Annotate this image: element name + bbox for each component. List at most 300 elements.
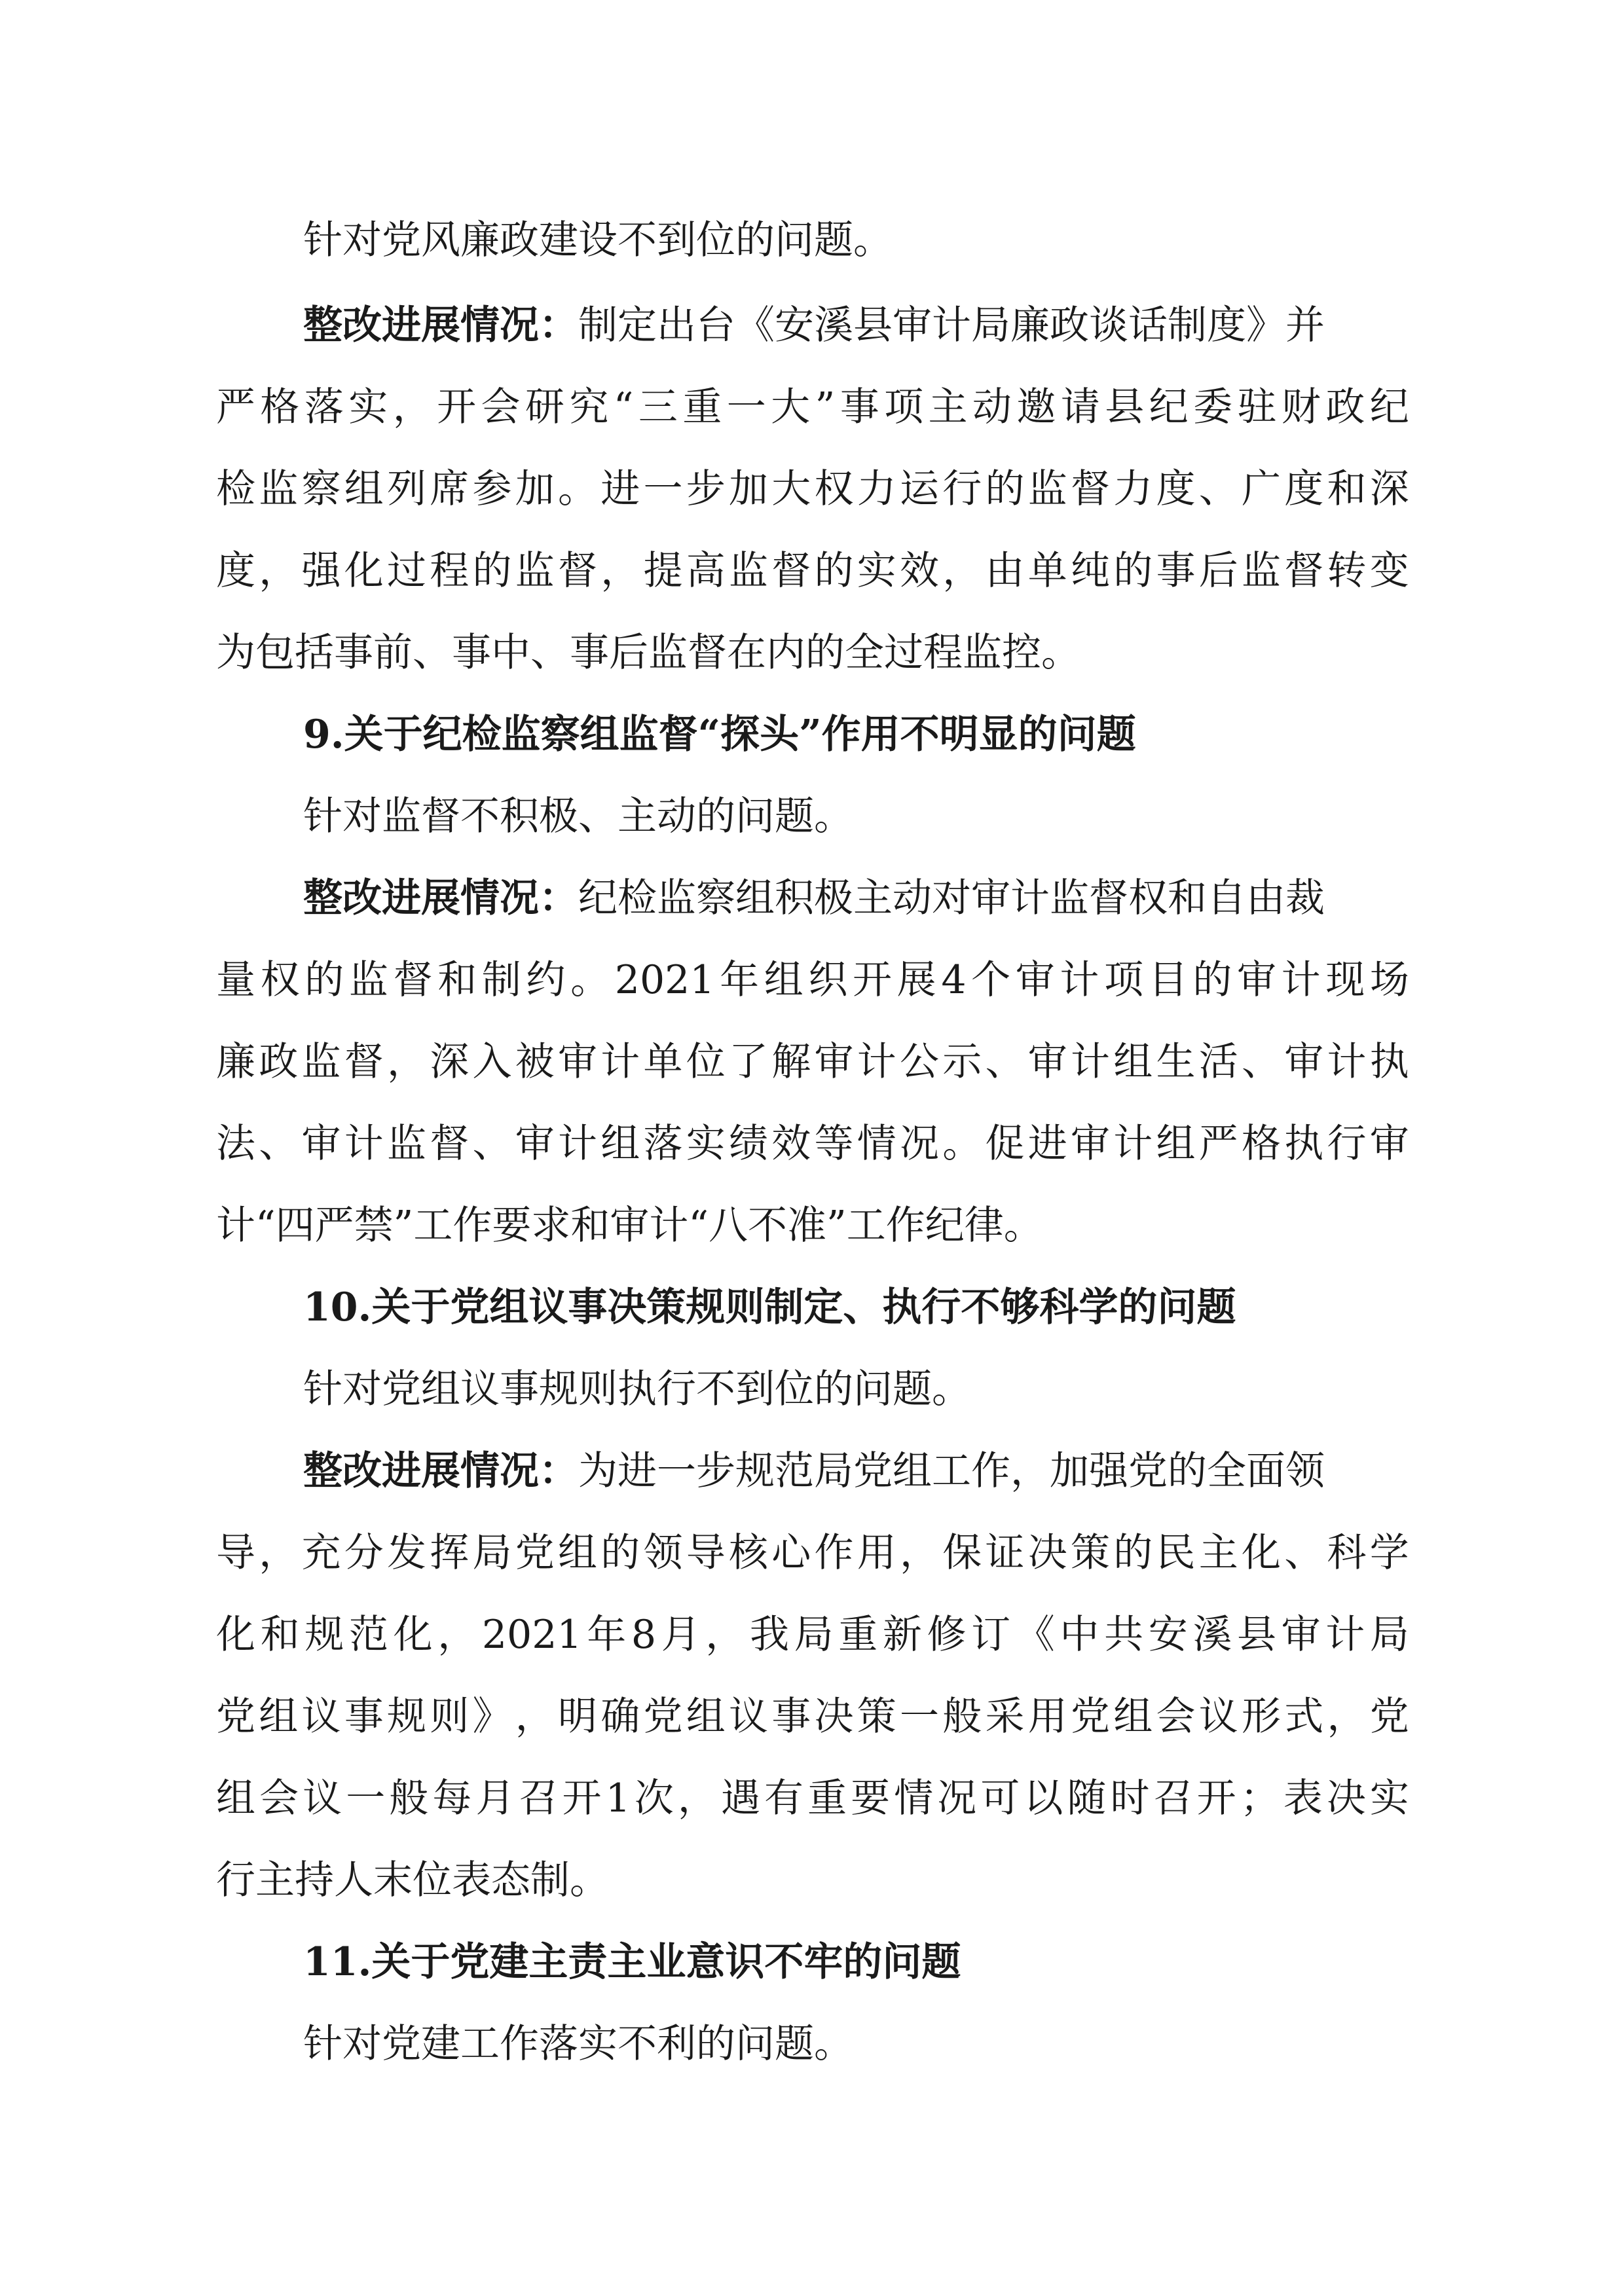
line-glyph: 步 bbox=[686, 466, 726, 512]
line-glyph: 》 bbox=[472, 1694, 512, 1740]
line-glyph: 组 bbox=[686, 1694, 726, 1740]
line-glyph: 8 bbox=[631, 1612, 657, 1658]
line-glyph: 般 bbox=[942, 1694, 982, 1740]
line-glyph: 况 bbox=[937, 1776, 977, 1821]
line-glyph: 政 bbox=[1325, 384, 1365, 430]
line-glyph: ， bbox=[259, 548, 299, 594]
line-glyph: 等 bbox=[814, 1121, 854, 1167]
line-glyph: 公 bbox=[900, 1039, 939, 1085]
line-glyph: 议 bbox=[1198, 1694, 1238, 1740]
line-glyph: ， bbox=[392, 384, 432, 430]
line-glyph: 严 bbox=[1198, 1121, 1238, 1167]
line-glyph: 格 bbox=[1242, 1121, 1281, 1167]
line-glyph: 、 bbox=[1284, 1530, 1324, 1576]
line-glyph: 高 bbox=[686, 548, 726, 594]
line-glyph: 监 bbox=[1027, 466, 1067, 512]
line-glyph: 的 bbox=[1113, 1530, 1153, 1576]
line-glyph: 审 bbox=[515, 1121, 555, 1167]
line-glyph: 由 bbox=[985, 548, 1025, 594]
line-glyph: 察 bbox=[301, 466, 341, 512]
line-text: 制定出台《安溪县审计局廉政谈话制度》并 bbox=[578, 302, 1325, 348]
line-glyph: 式 bbox=[1284, 1694, 1324, 1740]
line-glyph: 严 bbox=[216, 384, 255, 430]
line-glyph: 重 bbox=[807, 1776, 847, 1821]
line-glyph: 行 bbox=[1327, 1121, 1367, 1167]
line-glyph: 党 bbox=[1369, 1694, 1409, 1740]
line-glyph: 位 bbox=[686, 1039, 726, 1085]
line-glyph: 心 bbox=[771, 1530, 811, 1576]
line-glyph: 力 bbox=[1113, 466, 1153, 512]
line-glyph: “ bbox=[613, 384, 634, 430]
paragraph-line bbox=[216, 1021, 1409, 1103]
line-glyph: 每 bbox=[432, 1776, 472, 1821]
section-heading bbox=[303, 694, 1136, 776]
line-glyph: 新 bbox=[882, 1612, 922, 1658]
line-glyph: 重 bbox=[838, 1612, 878, 1658]
line-glyph: 充 bbox=[301, 1530, 341, 1576]
line-glyph: 议 bbox=[301, 1694, 341, 1740]
heading-text: 11.关于党建主责主业意识不牢的问题 bbox=[303, 1939, 961, 1985]
section-heading bbox=[303, 1922, 961, 2003]
line-glyph: 我 bbox=[749, 1612, 789, 1658]
line-glyph: 被 bbox=[515, 1039, 555, 1085]
line-glyph: 加 bbox=[515, 466, 555, 512]
line-glyph: 事 bbox=[344, 1694, 384, 1740]
line-glyph: 4 bbox=[941, 957, 967, 1003]
line-glyph: 化 bbox=[344, 548, 384, 594]
heading-text: 9.关于纪检监察组监督“探头”作用不明显的问题 bbox=[303, 712, 1136, 757]
line-glyph: 会 bbox=[481, 384, 521, 430]
line-glyph: 重 bbox=[682, 384, 722, 430]
line-glyph: 监 bbox=[387, 1121, 426, 1167]
line-glyph: 情 bbox=[894, 1776, 934, 1821]
section-heading bbox=[303, 1267, 1236, 1349]
line-glyph: ， bbox=[677, 1776, 717, 1821]
line-glyph: 组 bbox=[1113, 1039, 1153, 1085]
line-glyph: 党 bbox=[643, 1694, 683, 1740]
paragraph-line bbox=[216, 612, 1080, 694]
line-glyph: 度 bbox=[216, 548, 255, 594]
line-glyph: 项 bbox=[1104, 957, 1144, 1003]
line-glyph: 核 bbox=[729, 1530, 768, 1576]
line-glyph: 示 bbox=[942, 1039, 982, 1085]
line-glyph: 财 bbox=[1281, 384, 1321, 430]
line-glyph: 议 bbox=[729, 1694, 768, 1740]
line-glyph: 提 bbox=[643, 548, 683, 594]
line-glyph: 监 bbox=[1242, 548, 1281, 594]
line-glyph: 席 bbox=[430, 466, 470, 512]
line-glyph: 用 bbox=[857, 1530, 896, 1576]
line-glyph: ， bbox=[387, 1039, 426, 1085]
line-glyph: 研 bbox=[525, 384, 564, 430]
line-glyph: 、 bbox=[1242, 1039, 1281, 1085]
line-glyph: 县 bbox=[1236, 1612, 1276, 1658]
line-glyph: 大 bbox=[771, 384, 811, 430]
line-glyph: 。 bbox=[570, 957, 610, 1003]
line-glyph: 督 bbox=[1071, 466, 1110, 512]
line-glyph: 加 bbox=[729, 466, 768, 512]
line-glyph: 实 bbox=[857, 548, 896, 594]
line-glyph: 转 bbox=[1327, 548, 1367, 594]
line-glyph: 主 bbox=[928, 384, 968, 430]
line-glyph: 组 bbox=[344, 466, 384, 512]
line-glyph: 效 bbox=[771, 1121, 811, 1167]
line-text: 为进一步规范局党组工作，加强党的全面领 bbox=[578, 1448, 1325, 1494]
paragraph-line bbox=[216, 1758, 1409, 1840]
line-glyph: 审 bbox=[1236, 957, 1276, 1003]
paragraph-line bbox=[216, 1185, 1043, 1267]
line-glyph: ， bbox=[1327, 1694, 1367, 1740]
line-glyph: 格 bbox=[260, 384, 300, 430]
line-glyph: 采 bbox=[985, 1694, 1025, 1740]
line-glyph: 2021 bbox=[614, 957, 715, 1003]
progress-label: 整改进展情况： bbox=[303, 302, 578, 348]
line-glyph: 审 bbox=[1071, 1121, 1110, 1167]
line-glyph: 。 bbox=[942, 1121, 982, 1167]
line-glyph: 监 bbox=[348, 957, 388, 1003]
line-glyph: 督 bbox=[393, 957, 433, 1003]
line-glyph: 实 bbox=[1369, 1776, 1409, 1821]
line-glyph: 权 bbox=[814, 466, 854, 512]
line-glyph: 月 bbox=[661, 1612, 701, 1658]
paragraph-line bbox=[303, 200, 893, 282]
line-glyph: 决 bbox=[1027, 1530, 1067, 1576]
line-glyph: 的 bbox=[985, 466, 1025, 512]
line-glyph: 纪 bbox=[1369, 384, 1409, 430]
line-glyph: 局 bbox=[472, 1530, 512, 1576]
line-glyph: 法 bbox=[216, 1121, 255, 1167]
line-glyph: 组 bbox=[764, 957, 803, 1003]
line-glyph: 列 bbox=[387, 466, 426, 512]
line-glyph: 开 bbox=[853, 957, 893, 1003]
line-glyph: 绩 bbox=[729, 1121, 768, 1167]
line-glyph: 规 bbox=[387, 1694, 426, 1740]
line-glyph: 督 bbox=[558, 548, 597, 594]
line-glyph: 审 bbox=[1284, 1039, 1324, 1085]
line-glyph: 主 bbox=[1198, 1530, 1238, 1576]
line-glyph: 计 bbox=[600, 1039, 640, 1085]
line-glyph: 廉 bbox=[216, 1039, 255, 1085]
line-glyph: 形 bbox=[1242, 1694, 1281, 1740]
line-glyph: 行 bbox=[942, 466, 982, 512]
paragraph-line bbox=[216, 448, 1409, 530]
line-glyph: 年 bbox=[587, 1612, 627, 1658]
line-glyph: 组 bbox=[600, 1121, 640, 1167]
line-glyph: 要 bbox=[851, 1776, 891, 1821]
paragraph-line bbox=[216, 1512, 1409, 1594]
line-glyph: 明 bbox=[558, 1694, 597, 1740]
line-glyph: 审 bbox=[1015, 957, 1055, 1003]
line-glyph: 会 bbox=[259, 1776, 299, 1821]
line-glyph: 遇 bbox=[720, 1776, 760, 1821]
line-glyph: 的 bbox=[1113, 548, 1153, 594]
line-glyph: 化 bbox=[216, 1612, 255, 1658]
line-glyph: 一 bbox=[643, 466, 683, 512]
paragraph-line bbox=[303, 285, 1409, 367]
paragraph-line bbox=[216, 1840, 609, 1922]
paragraph-line bbox=[303, 2003, 853, 2085]
line-glyph: 随 bbox=[1067, 1776, 1107, 1821]
line-glyph: 进 bbox=[600, 466, 640, 512]
line-glyph: 保 bbox=[942, 1530, 982, 1576]
line-glyph: 计 bbox=[1113, 1121, 1153, 1167]
line-glyph: 2021 bbox=[481, 1612, 582, 1658]
line-glyph: 纪 bbox=[1149, 384, 1189, 430]
line-glyph: 执 bbox=[1284, 1121, 1324, 1167]
line-glyph: ， bbox=[259, 1530, 299, 1576]
line-glyph: 邀 bbox=[1016, 384, 1056, 430]
line-glyph: 。 bbox=[558, 466, 597, 512]
line-glyph: ， bbox=[437, 1612, 477, 1658]
paragraph-line bbox=[216, 939, 1409, 1021]
line-glyph: 和 bbox=[437, 957, 477, 1003]
line-glyph: 展 bbox=[896, 957, 936, 1003]
line-text: 针对党建工作落实不利的问题。 bbox=[303, 2021, 853, 2067]
line-glyph: 检 bbox=[216, 466, 255, 512]
line-glyph: 计 bbox=[1325, 1612, 1365, 1658]
line-glyph: 组 bbox=[1113, 1694, 1153, 1740]
line-glyph: 个 bbox=[971, 957, 1011, 1003]
line-glyph: 召 bbox=[519, 1776, 559, 1821]
line-glyph: 力 bbox=[857, 466, 896, 512]
line-glyph: 计 bbox=[857, 1039, 896, 1085]
line-glyph: 表 bbox=[1283, 1776, 1323, 1821]
line-text: 为包括事前、事中、事后监督在内的全过程监控。 bbox=[216, 630, 1080, 676]
paragraph-line bbox=[303, 1430, 1409, 1512]
line-glyph: 深 bbox=[430, 1039, 470, 1085]
line-glyph: 事 bbox=[1156, 548, 1196, 594]
line-glyph: 的 bbox=[1192, 957, 1232, 1003]
line-text: 针对党风廉政建设不到位的问题。 bbox=[303, 217, 893, 263]
line-glyph: 订 bbox=[971, 1612, 1011, 1658]
paragraph-line bbox=[216, 367, 1409, 448]
line-glyph: 单 bbox=[643, 1039, 683, 1085]
line-glyph: 委 bbox=[1193, 384, 1233, 430]
line-glyph: 审 bbox=[1281, 1612, 1321, 1658]
line-glyph: 政 bbox=[259, 1039, 299, 1085]
line-glyph: 溪 bbox=[1192, 1612, 1232, 1658]
line-glyph: 解 bbox=[771, 1039, 811, 1085]
line-glyph: ， bbox=[515, 1694, 555, 1740]
line-glyph: 决 bbox=[1326, 1776, 1366, 1821]
line-glyph: 参 bbox=[472, 466, 512, 512]
line-glyph: 约 bbox=[526, 957, 566, 1003]
line-glyph: 局 bbox=[1369, 1612, 1409, 1658]
line-glyph: 共 bbox=[1104, 1612, 1144, 1658]
line-glyph: 议 bbox=[303, 1776, 342, 1821]
line-glyph: 有 bbox=[764, 1776, 803, 1821]
line-glyph: 和 bbox=[1327, 466, 1367, 512]
line-glyph: 监 bbox=[729, 548, 768, 594]
line-glyph: ， bbox=[600, 548, 640, 594]
line-glyph: 分 bbox=[344, 1530, 384, 1576]
line-glyph: 况 bbox=[900, 1121, 939, 1167]
line-glyph: 导 bbox=[686, 1530, 726, 1576]
line-glyph: 实 bbox=[686, 1121, 726, 1167]
paragraph-line bbox=[303, 858, 1409, 939]
line-glyph: 究 bbox=[569, 384, 609, 430]
line-glyph: 量 bbox=[216, 957, 255, 1003]
line-glyph: ， bbox=[942, 548, 982, 594]
line-glyph: 、 bbox=[259, 1121, 299, 1167]
line-glyph: 权 bbox=[260, 957, 300, 1003]
line-glyph: 审 bbox=[558, 1039, 597, 1085]
line-glyph: 三 bbox=[638, 384, 678, 430]
line-glyph: 计 bbox=[1281, 957, 1321, 1003]
line-glyph: 策 bbox=[857, 1694, 896, 1740]
line-glyph: 动 bbox=[972, 384, 1012, 430]
line-glyph: 安 bbox=[1148, 1612, 1188, 1658]
line-glyph: 的 bbox=[472, 548, 512, 594]
line-glyph: 监 bbox=[259, 466, 299, 512]
line-glyph: 中 bbox=[1060, 1612, 1099, 1658]
line-glyph: 、 bbox=[472, 1121, 512, 1167]
line-glyph: 的 bbox=[814, 548, 854, 594]
progress-label: 整改进展情况： bbox=[303, 1448, 578, 1494]
line-glyph: 的 bbox=[600, 1530, 640, 1576]
line-glyph: 监 bbox=[301, 1039, 341, 1085]
line-glyph: 、 bbox=[1198, 466, 1238, 512]
line-glyph: ， bbox=[900, 1530, 939, 1576]
line-glyph: 党 bbox=[1071, 1694, 1110, 1740]
line-glyph: 开 bbox=[437, 384, 477, 430]
line-text: 行主持人末位表态制。 bbox=[216, 1857, 609, 1903]
line-glyph: 督 bbox=[771, 548, 811, 594]
paragraph-line bbox=[303, 776, 853, 858]
line-glyph: 情 bbox=[857, 1121, 896, 1167]
line-glyph: 开 bbox=[562, 1776, 602, 1821]
line-glyph: 学 bbox=[1369, 1530, 1409, 1576]
line-glyph: 领 bbox=[643, 1530, 683, 1576]
line-glyph: 促 bbox=[985, 1121, 1025, 1167]
line-glyph: 范 bbox=[348, 1612, 388, 1658]
line-glyph: 组 bbox=[558, 1530, 597, 1576]
line-glyph: 事 bbox=[840, 384, 879, 430]
line-glyph: 落 bbox=[304, 384, 344, 430]
line-glyph: 督 bbox=[344, 1039, 384, 1085]
line-glyph: 作 bbox=[814, 1530, 854, 1576]
line-glyph: 纯 bbox=[1071, 548, 1110, 594]
line-glyph: 《 bbox=[1015, 1612, 1055, 1658]
line-glyph: 大 bbox=[771, 466, 811, 512]
line-glyph: 、 bbox=[985, 1039, 1025, 1085]
line-glyph: 强 bbox=[301, 548, 341, 594]
line-text: 针对监督不积极、主动的问题。 bbox=[303, 793, 853, 839]
line-glyph: 导 bbox=[216, 1530, 255, 1576]
line-glyph: 党 bbox=[216, 1694, 255, 1740]
line-glyph: 执 bbox=[1369, 1039, 1409, 1085]
line-glyph: 运 bbox=[900, 466, 939, 512]
line-glyph: 时 bbox=[1110, 1776, 1150, 1821]
line-glyph: 现 bbox=[1325, 957, 1365, 1003]
line-glyph: 计 bbox=[1071, 1039, 1110, 1085]
line-glyph: 科 bbox=[1327, 1530, 1367, 1576]
line-glyph: 入 bbox=[472, 1039, 512, 1085]
line-glyph: 项 bbox=[884, 384, 924, 430]
line-glyph: 组 bbox=[216, 1776, 255, 1821]
paragraph-line bbox=[216, 1594, 1409, 1676]
line-glyph: 实 bbox=[348, 384, 388, 430]
progress-label: 整改进展情况： bbox=[303, 875, 578, 921]
line-glyph: 1 bbox=[605, 1776, 631, 1821]
line-glyph: 策 bbox=[1071, 1530, 1110, 1576]
line-text: 纪检监察组积极主动对审计监督权和自由裁 bbox=[578, 875, 1325, 921]
line-glyph: 党 bbox=[515, 1530, 555, 1576]
line-glyph: ， bbox=[705, 1612, 745, 1658]
line-glyph: 挥 bbox=[430, 1530, 470, 1576]
line-glyph: 效 bbox=[900, 548, 939, 594]
paragraph-line bbox=[216, 530, 1409, 612]
line-glyph: 生 bbox=[1156, 1039, 1196, 1085]
line-glyph: 召 bbox=[1153, 1776, 1193, 1821]
line-glyph: 修 bbox=[927, 1612, 967, 1658]
line-glyph: 一 bbox=[900, 1694, 939, 1740]
line-glyph: 督 bbox=[1284, 548, 1324, 594]
line-glyph: 审 bbox=[301, 1121, 341, 1167]
line-glyph: 场 bbox=[1369, 957, 1409, 1003]
line-glyph: 审 bbox=[814, 1039, 854, 1085]
line-glyph: 一 bbox=[346, 1776, 386, 1821]
line-glyph: 次 bbox=[634, 1776, 674, 1821]
line-glyph: 月 bbox=[475, 1776, 515, 1821]
line-glyph: 深 bbox=[1369, 466, 1409, 512]
line-glyph: 后 bbox=[1198, 548, 1238, 594]
line-glyph: 局 bbox=[794, 1612, 834, 1658]
line-glyph: 决 bbox=[814, 1694, 854, 1740]
line-glyph: 开 bbox=[1196, 1776, 1236, 1821]
paragraph-line bbox=[216, 1103, 1409, 1185]
line-glyph: 以 bbox=[1024, 1776, 1063, 1821]
line-glyph: 确 bbox=[600, 1694, 640, 1740]
line-glyph: 监 bbox=[515, 548, 555, 594]
line-text: 计“四严禁”工作要求和审计“八不准”工作纪律。 bbox=[216, 1203, 1043, 1248]
line-glyph: 审 bbox=[1369, 1121, 1409, 1167]
line-glyph: 广 bbox=[1242, 466, 1281, 512]
line-glyph: 般 bbox=[389, 1776, 429, 1821]
line-glyph: 会 bbox=[1156, 1694, 1196, 1740]
line-glyph: 化 bbox=[1242, 1530, 1281, 1576]
line-glyph: 落 bbox=[643, 1121, 683, 1167]
line-glyph: 督 bbox=[430, 1121, 470, 1167]
line-glyph: 度 bbox=[1156, 466, 1196, 512]
line-glyph: 的 bbox=[304, 957, 344, 1003]
line-glyph: ； bbox=[1240, 1776, 1280, 1821]
line-glyph: 组 bbox=[1156, 1121, 1196, 1167]
line-glyph: 单 bbox=[1027, 548, 1067, 594]
line-glyph: 证 bbox=[985, 1530, 1025, 1576]
line-glyph: 可 bbox=[980, 1776, 1020, 1821]
line-glyph: ” bbox=[815, 384, 836, 430]
line-glyph: 请 bbox=[1060, 384, 1100, 430]
line-glyph: 计 bbox=[1060, 957, 1099, 1003]
line-glyph: 度 bbox=[1284, 466, 1324, 512]
paragraph-line bbox=[216, 1676, 1409, 1758]
line-glyph: 活 bbox=[1198, 1039, 1238, 1085]
line-glyph: 计 bbox=[344, 1121, 384, 1167]
line-glyph: 一 bbox=[726, 384, 766, 430]
line-glyph: 进 bbox=[1027, 1121, 1067, 1167]
line-glyph: 计 bbox=[558, 1121, 597, 1167]
line-glyph: 用 bbox=[1027, 1694, 1067, 1740]
line-glyph: 目 bbox=[1148, 957, 1188, 1003]
line-glyph: 程 bbox=[430, 548, 470, 594]
line-text: 针对党组议事规则执行不到位的问题。 bbox=[303, 1366, 971, 1412]
line-glyph: 县 bbox=[1105, 384, 1145, 430]
line-glyph: 织 bbox=[808, 957, 848, 1003]
line-glyph: 民 bbox=[1156, 1530, 1196, 1576]
line-glyph: 驻 bbox=[1237, 384, 1277, 430]
line-glyph: 审 bbox=[1027, 1039, 1067, 1085]
